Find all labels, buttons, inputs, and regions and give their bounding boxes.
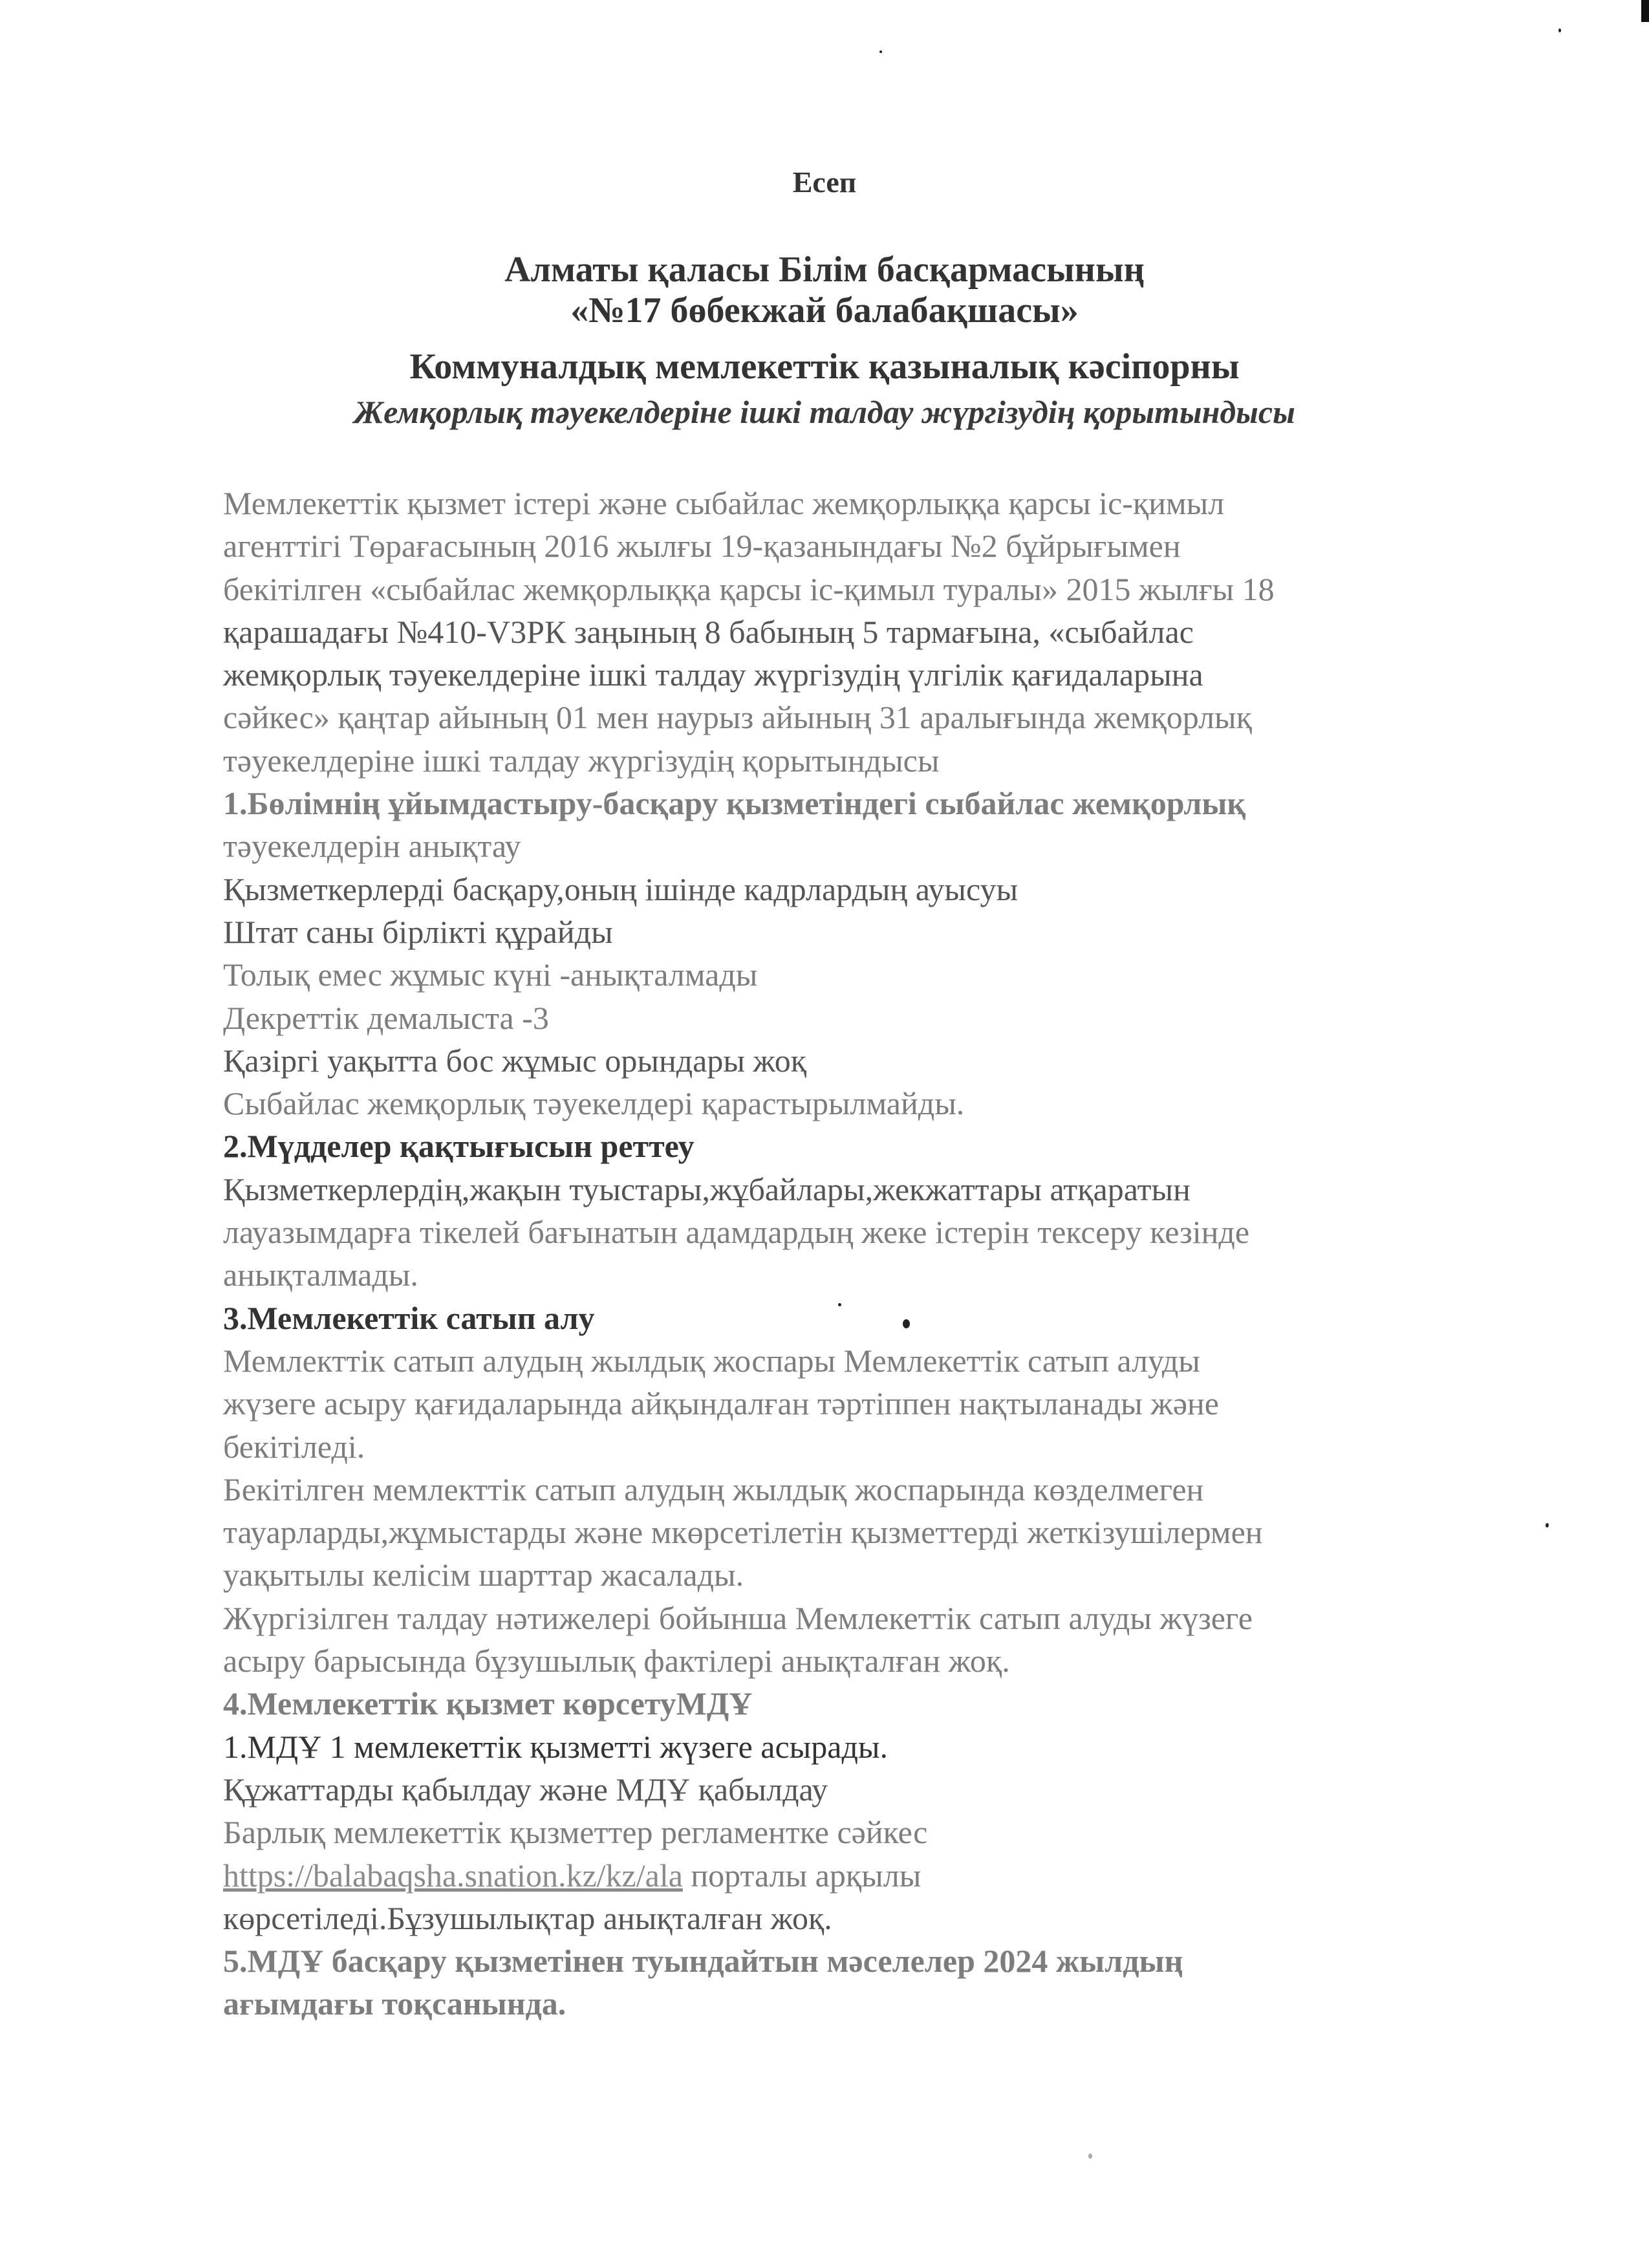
scan-speck — [903, 1319, 910, 1328]
intro-line: Мемлекеттік қызмет істері және сыбайлас жемқорлыққа қарсы іс-қимыл — [223, 485, 1225, 521]
report-subtitle: Жемқорлық тәуекелдеріне ішкі талдау жүргізудің қорытындысы — [354, 394, 1295, 430]
section-4-line: Құжаттарды қабылдау және МДҰ қабылдау — [223, 1771, 828, 1808]
section-1-line: Декреттік демалыста -3 — [223, 999, 549, 1036]
section-1-line: Қызметкерлерді басқару,оның ішінде кадрлардың ауысуы — [223, 870, 1018, 907]
scan-speck — [838, 1303, 841, 1306]
section-3-line: асыру барысында бұзушылық фактілері анықталған жоқ. — [223, 1643, 1010, 1679]
intro-line: қарашадағы №410-V3РК заңының 8 бабының 5 тармағына, «сыбайлас — [223, 613, 1194, 650]
section-2-line: Қызметкерлердің,жақын туыстары,жұбайлары,жекжаттары атқаратын — [223, 1171, 1191, 1207]
section-4-line: Барлық мемлекеттік қызметтер регламентке сәйкес — [223, 1814, 928, 1851]
section-1-line: Толық емес жұмыс күні -анықталмады — [223, 956, 758, 993]
portal-link[interactable]: https://balabaqsha.snation.kz/kz/ala — [223, 1857, 683, 1894]
section-3-line: бекітіледі. — [223, 1428, 365, 1465]
section-2-line: лауазымдарға тікелей бағынатын адамдардың жеке істерін тексеру кезінде — [223, 1214, 1250, 1251]
intro-line: сәйкес» қаңтар айының 01 мен наурыз айының 31 аралығында жемқорлық — [223, 699, 1252, 736]
scan-speck — [1546, 1523, 1549, 1528]
section-3-line: жүзеге асыру қағидаларында айқындалған тәртіппен нақтыланады және — [223, 1385, 1219, 1422]
intro-line: тәуекелдеріне ішкі талдау жүргізудің қорытындысы — [223, 742, 940, 779]
section-4-link-line — [223, 1854, 1516, 1897]
section-1-heading-cont: тәуекелдерін анықтау — [223, 828, 521, 865]
section-3-line: Жүргізілген талдау нәтижелері бойынша Мемлекеттік сатып алуды жүзеге — [223, 1599, 1253, 1636]
portal-link-suffix: порталы арқылы — [682, 1857, 921, 1894]
report-body — [223, 482, 1516, 2025]
section-5-heading: 5.МДҰ басқару қызметінен туындайтын мәселелер 2024 жылдың — [223, 1943, 1183, 1980]
scan-speck — [1088, 2154, 1092, 2159]
intro-line: бекітілген «сыбайлас жемқорлыққа қарсы іс-қимыл туралы» 2015 жылғы 18 — [223, 570, 1275, 607]
section-3-line: тауарларды,жұмыстарды және мкөрсетілетін қызметтерді жеткізушілермен — [223, 1514, 1263, 1551]
intro-line: агенттігі Төрағасының 2016 жылғы 19-қазанындағы №2 бұйрығымен — [223, 528, 1181, 565]
scan-speck — [1558, 28, 1561, 32]
section-1-line: Сыбайлас жемқорлық тәуекелдері қарастырылмайды. — [223, 1085, 965, 1122]
section-3-line: уақытылы келісім шарттар жасалады. — [223, 1557, 744, 1593]
section-5-heading-cont: ағымдағы тоқсанында. — [223, 1985, 566, 2022]
section-4-line: 1.МДҰ 1 мемлекеттік қызметті жүзеге асырады. — [223, 1728, 889, 1765]
section-3-line: Бекітілген мемлекттік сатып алудың жылдық жоспарында көзделмеген — [223, 1471, 1204, 1507]
section-3-heading: 3.Мемлекеттік сатып алу — [223, 1299, 595, 1336]
report-label: Есеп — [792, 166, 857, 199]
section-1-heading: 1.Бөлімнің ұйымдастыру-басқару қызметіндегі сыбайлас жемқорлық — [223, 785, 1246, 822]
scan-speck — [879, 50, 882, 53]
section-4-heading: 4.Мемлекеттік қызмет көрсетуМДҰ — [223, 1685, 753, 1722]
header-line-2: «№17 бөбекжай балабақшасы» — [570, 290, 1079, 330]
header-line-1: Алматы қаласы Білім басқармасының — [504, 250, 1145, 290]
section-2-heading: 2.Мүдделер қақтығысын реттеу — [223, 1128, 695, 1165]
section-1-line: Штат саны бірлікті құрайды — [223, 913, 613, 950]
section-3-line: Мемлекттік сатып алудың жылдық жоспары Мемлекеттік сатып алуды — [223, 1342, 1200, 1379]
section-2-line: анықталмады. — [223, 1257, 418, 1293]
header-line-3: Коммуналдық мемлекеттік қазыналық кәсіпорны — [409, 347, 1240, 387]
scan-edge-mark — [1641, 0, 1649, 22]
section-4-line: көрсетіледі.Бұзушылықтар анықталған жоқ. — [223, 1899, 832, 1936]
section-1-line: Қазіргі уақытта бос жұмыс орындары жоқ — [223, 1042, 807, 1079]
intro-line: жемқорлық тәуекелдеріне ішкі талдау жүргізудің үлгілік қағидаларына — [223, 656, 1203, 693]
